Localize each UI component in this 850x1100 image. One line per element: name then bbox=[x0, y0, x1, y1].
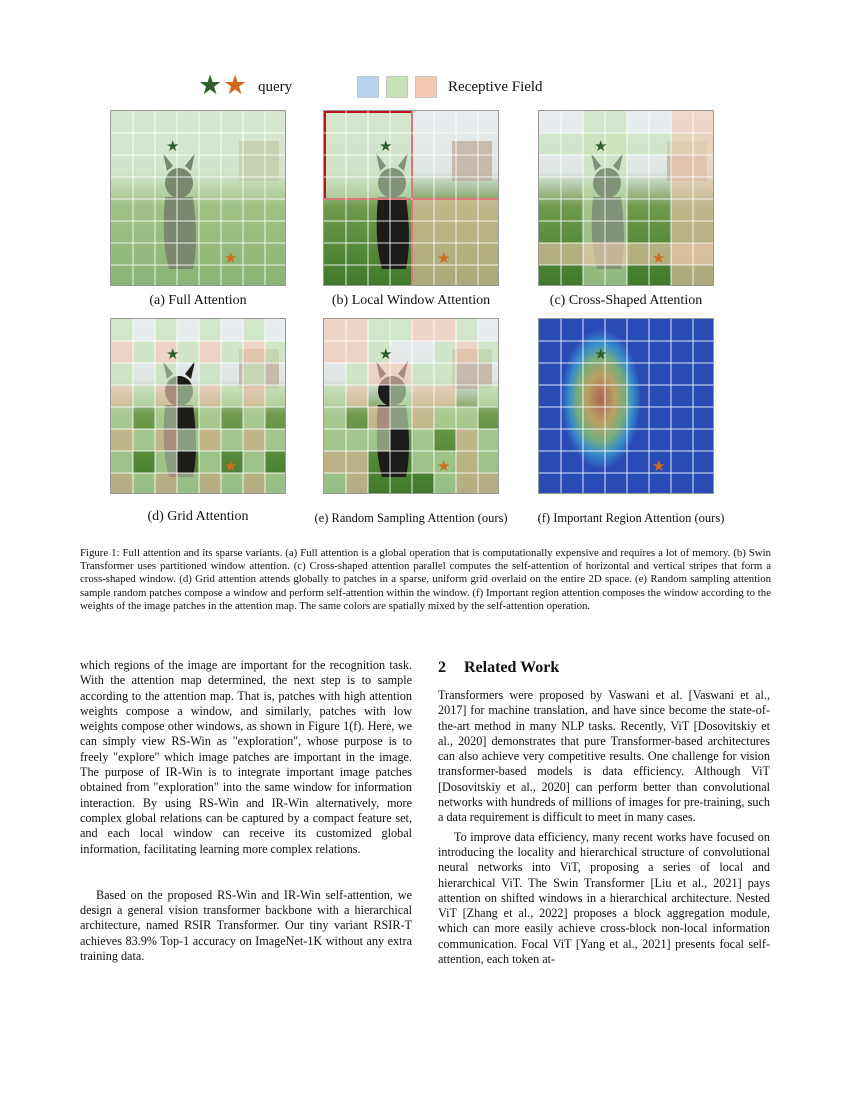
panel-full-attention bbox=[110, 110, 286, 286]
legend-receptive-label: Receptive Field bbox=[448, 79, 543, 95]
legend-query-label: query bbox=[258, 79, 293, 95]
overlay-random bbox=[324, 319, 499, 494]
overlay-attention-map bbox=[539, 319, 714, 494]
panel-local-window bbox=[323, 110, 499, 286]
query-star-orange: ★ bbox=[224, 459, 238, 475]
orange-star-icon: ★ bbox=[223, 70, 248, 100]
panel-grid bbox=[110, 318, 286, 494]
caption-a: (a) Full Attention bbox=[149, 293, 247, 308]
overlay-cross bbox=[539, 111, 714, 286]
left-para-1: which regions of the image are important for the recognition task. With the attention map determined, the next step is to sample according to the attention map. That is, patches with high attention weights compose a window, and similarly, patches with low weights compose other windows, as shown in Figure 1(f). Here, we can simply view RS-Win as "exploration", whose purpose is to freely "explore" which image patches are important in the image. The purpose of IR-Win is to integrate important image patches obtained from "exploration" into the same window for information interaction. By using RS-Win and IR-Win alternatively, more complex global relations can be captured by a compact feature set, and each local window can receive its customized global information, facilitating learning more complex relations. bbox=[80, 658, 412, 856]
query-star-green: ★ bbox=[594, 347, 608, 363]
overlay-local bbox=[324, 111, 499, 286]
panel-important-region bbox=[538, 318, 714, 494]
left-para-2: Based on the proposed RS-Win and IR-Win self-attention, we design a general vision transformer backbone with a hierarchical architecture, named RSIR Transformer. Our tiny variant RSIR-T achieves 83.9% Top-1 accuracy on ImageNet-1K without any extra training data. bbox=[80, 887, 412, 964]
fence-block bbox=[452, 141, 492, 181]
caption-b: (b) Local Window Attention bbox=[331, 293, 491, 308]
query-star-orange: ★ bbox=[652, 251, 666, 267]
right-column bbox=[438, 658, 770, 967]
query-star-green: ★ bbox=[379, 139, 393, 155]
query-star-green: ★ bbox=[166, 347, 180, 363]
right-para-2: To improve data efficiency, many recent works have focused on introducing the locality and hierarchical structure of convolutional neural networks into ViT, proposing a series of local and hierarchical ViT. The Swin Transformer [Liu et al., 2021] pays attention on shifted windows in a hierarchical architecture. Nested ViT [Zhang et al., 2022] proposes a block aggregation module, which can more easily achieve cross-block non-local information communication. Focal ViT [Yang et al., 2021] presents focal self-attention, each token at- bbox=[438, 829, 770, 967]
figure-legend bbox=[0, 72, 850, 102]
blue-swatch bbox=[357, 76, 379, 98]
panel-cross-shaped bbox=[538, 110, 714, 286]
orange-swatch bbox=[415, 76, 437, 98]
right-para-1: Transformers were proposed by Vaswani et al. [Vaswani et al., 2017] for machine translation, and have since become the state-of-the-art method in many NLP tasks. Recently, ViT [Dosovitskiy et al., 2020] demonstrates that pure Transformer-based architectures can also achieve very competitive results. One challenge for vision transformer-based models is data efficiency. Although ViT [Dosovitskiy et al., 2020] can perform better than convolutional networks with hundreds of millions of images for pre-training, such a data requirement is difficult to meet in many cases. bbox=[438, 688, 770, 825]
overlay-grid bbox=[111, 319, 286, 494]
caption-f: (f) Important Region Attention (ours) bbox=[537, 511, 725, 525]
figure-caption: Figure 1: Full attention and its sparse variants. (a) Full attention is a global operation that is computationally expensive and requires a lot of memory. (b) Swin Transformer uses partitioned window attention. (c) Cross-shaped attention parallel computes the self-attention of horizontal and vertical stripes that form a cross-shaped window. (d) Grid attention attends globally to patches in a sparse, uniform grid overlaid on the entire 2D space. (e) Random sampling attention sample random patches compose a window and perform self-attention within the window. (f) Important region attention composes the window according to the weights of the image patches in the attention map. The same colors are spatially mixed by the self-attention operation. bbox=[80, 547, 771, 612]
query-star-green: ★ bbox=[594, 139, 608, 155]
section-heading bbox=[438, 658, 770, 678]
caption-d: (d) Grid Attention bbox=[147, 509, 249, 524]
query-star-green: ★ bbox=[166, 139, 180, 155]
query-star-orange: ★ bbox=[437, 251, 451, 267]
caption-e: (e) Random Sampling Attention (ours) bbox=[314, 511, 508, 525]
query-star-green: ★ bbox=[379, 347, 393, 363]
query-star-orange: ★ bbox=[437, 459, 451, 475]
green-star-icon: ★ bbox=[198, 70, 223, 100]
query-star-orange: ★ bbox=[224, 251, 238, 267]
overlay-full bbox=[111, 111, 286, 286]
green-swatch bbox=[386, 76, 408, 98]
section-number: 2 bbox=[438, 659, 446, 676]
panel-random-sampling bbox=[323, 318, 499, 494]
section-title: Related Work bbox=[464, 659, 560, 676]
left-column bbox=[80, 658, 412, 964]
caption-c: (c) Cross-Shaped Attention bbox=[549, 293, 703, 308]
query-star-orange: ★ bbox=[652, 459, 666, 475]
